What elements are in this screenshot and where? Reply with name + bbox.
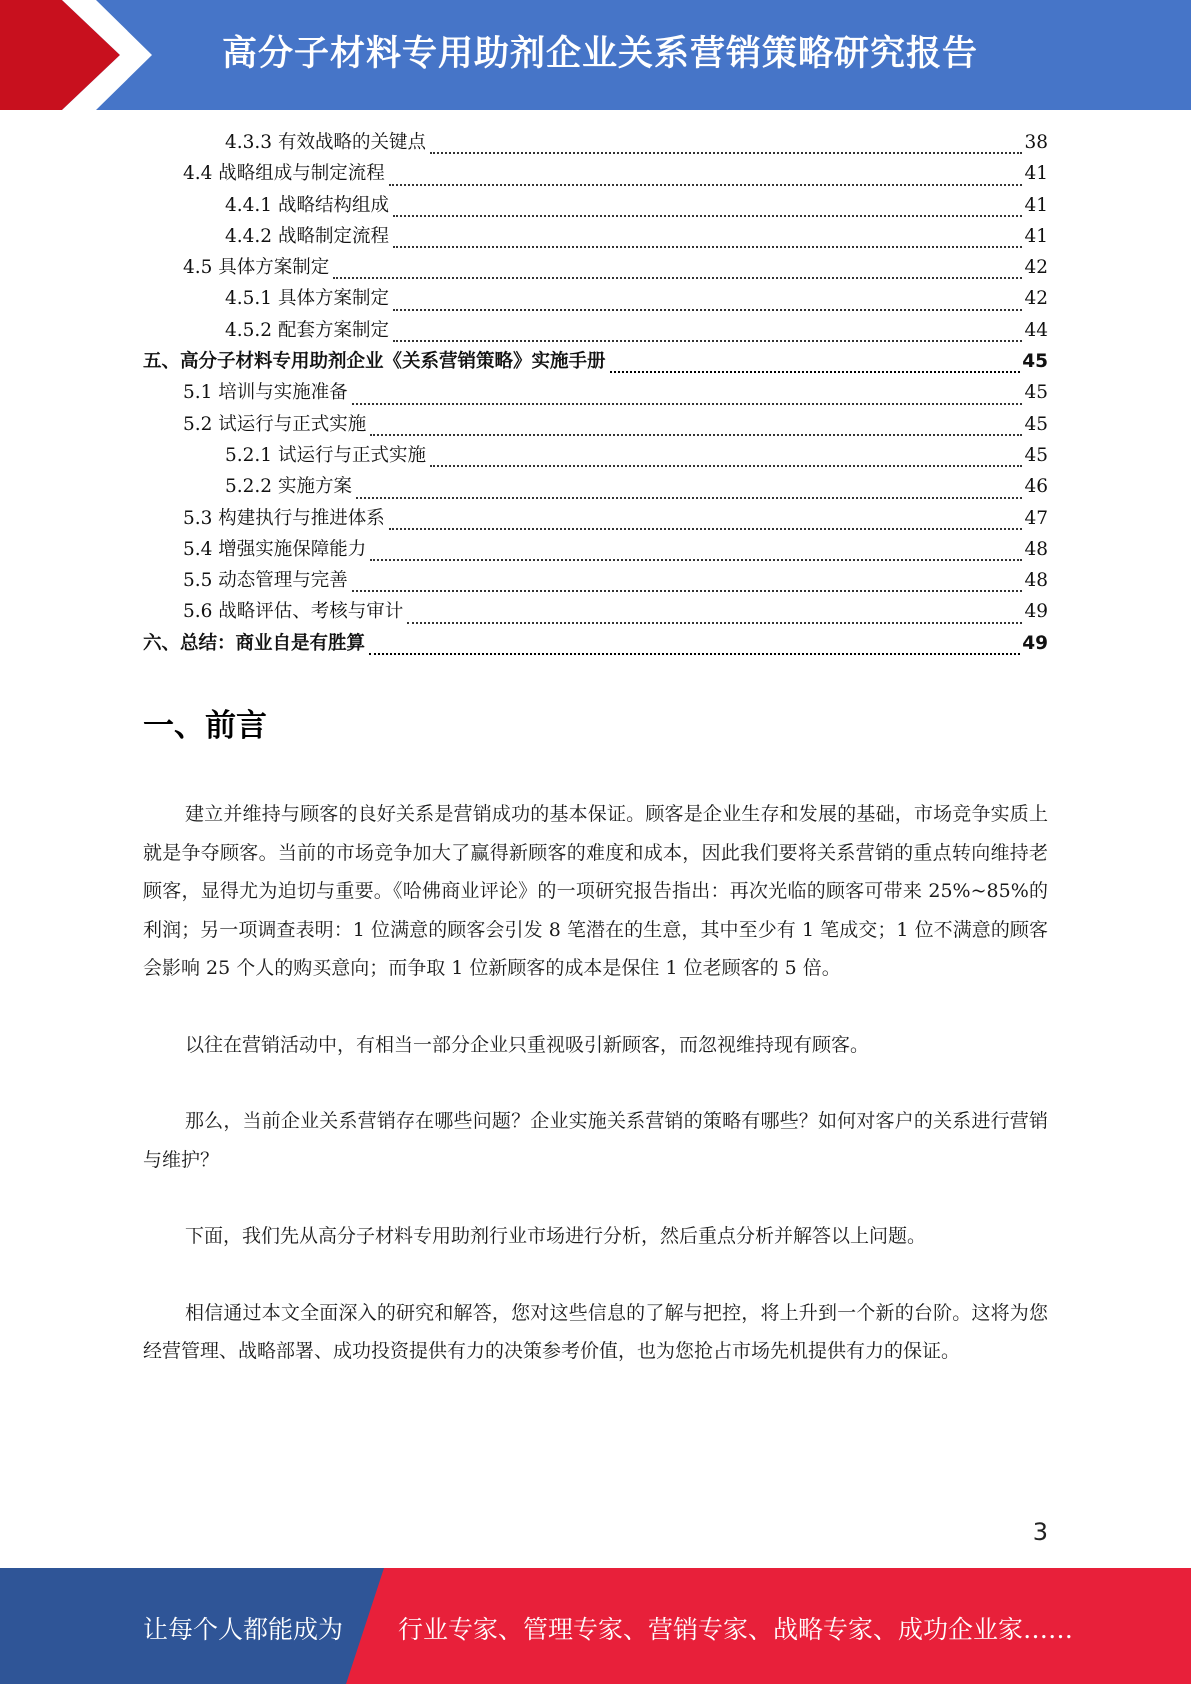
toc-leader-dots	[389, 184, 1023, 186]
table-of-contents	[143, 128, 1048, 660]
toc-entry[interactable]	[143, 284, 1048, 315]
footer-slogan-right: 行业专家、管理专家、营销专家、战略专家、成功企业家……	[398, 1615, 1074, 1644]
toc-entry-page: 48	[1024, 538, 1048, 560]
paragraph: 下面，我们先从高分子材料专用助剂行业市场进行分析，然后重点分析并解答以上问题。	[185, 1225, 927, 1247]
toc-leader-dots	[370, 434, 1022, 436]
toc-entry-label: 4.4.1 战略结构组成	[225, 194, 389, 216]
toc-entry-page: 41	[1024, 163, 1048, 185]
toc-leader-dots	[356, 497, 1023, 499]
toc-entry[interactable]	[143, 128, 1048, 159]
toc-entry-label: 4.5.2 配套方案制定	[225, 319, 389, 341]
section-heading: 一、前言	[143, 708, 267, 744]
toc-entry-page: 42	[1024, 288, 1048, 310]
toc-entry-label: 4.3.3 有效战略的关键点	[225, 132, 426, 153]
toc-leader-dots	[393, 246, 1022, 248]
toc-entry-page: 49	[1022, 632, 1048, 654]
toc-leader-dots	[352, 403, 1023, 405]
toc-entry-page: 46	[1024, 476, 1048, 498]
toc-entry-label: 4.4.2 战略制定流程	[225, 225, 389, 247]
toc-entry-page: 41	[1024, 194, 1048, 216]
paragraph: 建立并维持与顾客的良好关系是营销成功的基本保证。顾客是企业生存和发展的基础，市场竞争实质上就是争夺顾客。当前的市场竞争加大了赢得新顾客的难度和成本，因此我们要将关系营销的重点转向维持老顾客，显得尤为迫切与重要。《哈佛商业评论》的一项研究报告指出：再次光临的顾客可带来 25%~85%的利润；另一项调查表明：1 位满意的顾客会引发 8 笔潜在的生意，其中至少有 1 笔成交；1 位不满意的顾客会影响 25 个人的购买意向；而争取 1 位新顾客的成本是保住 1 位老顾客的 5 倍。	[143, 803, 1048, 979]
paragraph: 那么，当前企业关系营销存在哪些问题？企业实施关系营销的策略有哪些？如何对客户的关系进行营销与维护？	[143, 1110, 1048, 1171]
report-title: 高分子材料专用助剂企业关系营销策略研究报告	[222, 34, 979, 74]
toc-entry-label: 5.3 构建执行与推进体系	[183, 507, 385, 529]
page-header	[0, 0, 1191, 110]
toc-entry[interactable]	[143, 566, 1048, 597]
footer-slogan-left: 让每个人都能成为	[143, 1615, 344, 1644]
toc-leader-dots	[610, 371, 1021, 373]
toc-leader-dots	[430, 465, 1022, 467]
page-footer	[0, 1568, 1191, 1684]
toc-entry[interactable]	[143, 191, 1048, 222]
toc-entry[interactable]	[143, 441, 1048, 472]
toc-leader-dots	[389, 528, 1023, 530]
paragraph: 相信通过本文全面深入的研究和解答，您对这些信息的了解与把控，将上升到一个新的台阶。这将为您经营管理、战略部署、成功投资提供有力的决策参考价值，也为您抢占市场先机提供有力的保证。	[143, 1301, 1048, 1362]
toc-entry-label: 五、高分子材料专用助剂企业《关系营销策略》实施手册	[143, 351, 606, 373]
toc-leader-dots	[430, 152, 1022, 154]
toc-entry-page: 42	[1024, 257, 1048, 279]
toc-leader-dots	[352, 590, 1023, 592]
toc-leader-dots	[333, 277, 1022, 279]
header-arrow-graphic	[0, 0, 160, 110]
toc-entry-label: 5.5 动态管理与完善	[183, 570, 348, 592]
toc-entry[interactable]	[143, 410, 1048, 441]
toc-entry-label: 4.4 战略组成与制定流程	[183, 163, 385, 185]
toc-entry-label: 4.5 具体方案制定	[183, 257, 330, 279]
toc-entry-label: 4.5.1 具体方案制定	[225, 288, 389, 310]
toc-entry[interactable]	[143, 535, 1048, 566]
toc-entry[interactable]	[143, 253, 1048, 284]
toc-entry[interactable]	[143, 597, 1048, 628]
toc-entry-label: 5.1 培训与实施准备	[183, 382, 348, 404]
toc-entry-page: 45	[1024, 413, 1048, 435]
toc-entry-label: 六、总结：商业自是有胜算	[143, 632, 366, 654]
toc-entry[interactable]	[143, 378, 1048, 409]
toc-entry-page: 49	[1024, 601, 1048, 623]
toc-entry-page: 47	[1024, 507, 1048, 529]
body-text	[143, 795, 1048, 1371]
toc-entry[interactable]	[143, 316, 1048, 347]
toc-entry-page: 41	[1024, 225, 1048, 247]
toc-entry-label: 5.4 增强实施保障能力	[183, 538, 367, 560]
toc-entry-page: 45	[1024, 444, 1048, 466]
toc-leader-dots	[393, 309, 1022, 311]
toc-entry-label: 5.2 试运行与正式实施	[183, 413, 367, 435]
toc-entry[interactable]	[143, 222, 1048, 253]
toc-entry[interactable]	[143, 347, 1048, 378]
toc-leader-dots	[407, 622, 1022, 624]
toc-entry[interactable]	[143, 159, 1048, 190]
toc-entry-page: 45	[1022, 351, 1048, 373]
toc-leader-dots	[370, 559, 1022, 561]
page-number: 3	[1032, 1518, 1048, 1546]
toc-entry[interactable]	[143, 629, 1048, 660]
toc-entry[interactable]	[143, 472, 1048, 503]
toc-leader-dots	[393, 215, 1022, 217]
toc-entry-label: 5.2.1 试运行与正式实施	[225, 444, 426, 466]
toc-entry-label: 5.6 战略评估、考核与审计	[183, 601, 404, 623]
toc-leader-dots	[369, 653, 1020, 655]
toc-entry[interactable]	[143, 504, 1048, 535]
toc-entry-page: 44	[1024, 319, 1048, 341]
toc-entry-page: 45	[1024, 382, 1048, 404]
toc-entry-page: 48	[1024, 570, 1048, 592]
paragraph: 以往在营销活动中，有相当一部分企业只重视吸引新顾客，而忽视维持现有顾客。	[185, 1033, 870, 1056]
toc-entry-page: 38	[1024, 132, 1048, 153]
toc-leader-dots	[393, 340, 1022, 342]
toc-entry-label: 5.2.2 实施方案	[225, 476, 352, 498]
